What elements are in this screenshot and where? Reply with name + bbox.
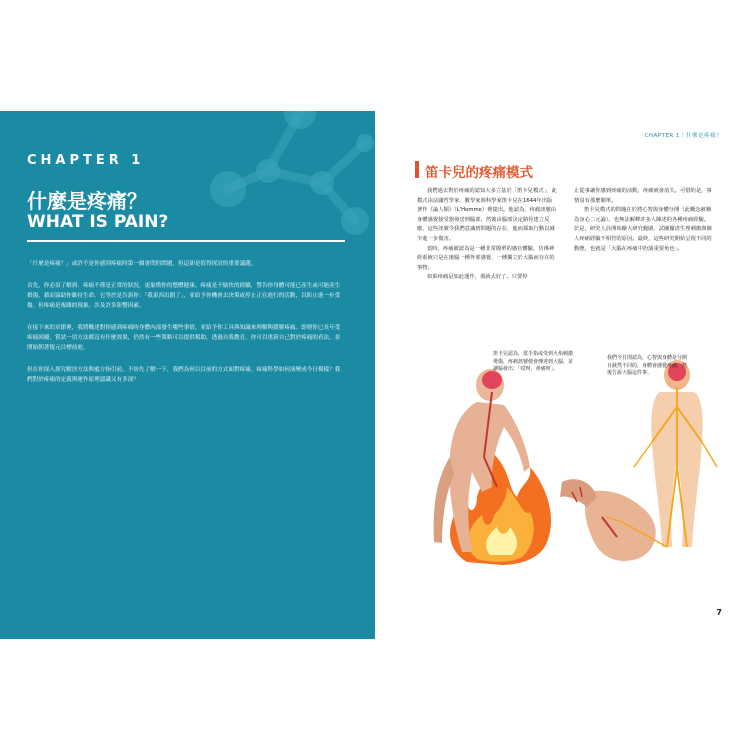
text-column-left	[417, 187, 557, 283]
section-title: 笛卡兒的疼痛模式	[425, 165, 533, 181]
section-accent-bar	[415, 161, 419, 178]
text-column-right	[574, 187, 714, 254]
chapter-title-english: WHAT IS PAIN?	[27, 212, 169, 232]
paragraph: 笛卡兒模式的問題在於將心智與身體分開（此概念被稱為身心二元論），也無法解釋許多人陳述的各種疼痛經驗。於是，研究人員開始擴大研究範圍，試圖釐清生理刺激與個人疼痛經驗不相符的原因。最終，這些研究開始呈現不同的動態，也就是「大腦在疼痛中扮演重要角色」。	[574, 207, 712, 252]
left-body-text	[27, 259, 345, 397]
running-head: CHAPTER 1｜什麼是疼痛？	[644, 133, 722, 139]
pain-illustration	[412, 347, 722, 567]
paragraph: 我們過去對於疼痛的認知大多立基於「笛卡兒模式」，此模式由法國哲學家、數學家與科學家笛卡兒在1644年出版著作《論人類》（L'Homme）裡提出。他認為，疼痛訊號由身體感覺接受器發送到腦部，然後由腦部決定路徑建立反應，這些訊號令我們意識到問題的存在，進而採取行動以減少進一步傷害。	[417, 188, 557, 242]
right-page	[375, 111, 750, 639]
paragraph: 「什麼是疼痛？」或許不是你感到疼痛時第一個會問的問題，但這卻是值得探討的重要議題。	[27, 261, 257, 267]
figure-caption: 我們今日則認為，心智與身體是分開且截然不同的，身體會感覺疼痛，然後告訴大腦這件事。	[607, 355, 688, 376]
title-divider	[27, 240, 345, 242]
paragraph: 首先，你必須了解到：疼痛不僅是正常的狀況，更象徵你的整體健康。疼痛是不愉快的經驗，警告你身體可能已產生或可能產生損傷，藉而協助你維持生命。它等於是告訴你：「我東西出錯了」，並給予你機會去決策或停止正在進行的活動，以防止進一步受傷。但疼痛是複雜的現象，涉及許多影響因素。	[27, 283, 341, 309]
paragraph: 當時，疼痛被認為是一種非常簡單的感官體驗，彷彿神經系統只是在後腦一種外部感覺，一種獨立於大腦而存在的事物。	[417, 245, 555, 271]
paragraph: 在接下來的章節裡，我將概述對你感到疼痛時身體內部發生哪些事情，並給予你工具與知識來理解與緩解疼痛。即便你已長年受疼痛困擾，嘗試一切方法都沒有什麼效果，仍然有一些策略可以提供幫助。透過自我教育，你可以重新自己對於疼痛的看法，並開始朝著復元目標前進。	[27, 325, 341, 351]
injured-foot-icon	[560, 479, 656, 561]
page-number: 7	[716, 608, 722, 617]
chapter-title-chinese: 什麼是疼痛？	[27, 189, 147, 213]
figure-caption: 笛卡兒認為，當手指或受到火焰刺激燙傷，疼痛訊號便會傳達到大腦，並讓腦發出：「哎呀，會痛呀」。	[493, 351, 574, 372]
paragraph: 但在你深入探究解決方法與處方指引前，不妨先了解一下，我們為何以目前的方式面對疼痛。疼痛科學如何演變成今日模樣？我們對於疼痛的定義與運作原理認識又有多深？	[27, 367, 341, 383]
left-page	[0, 111, 375, 639]
chapter-label: CHAPTER 1	[27, 153, 145, 168]
paragraph: 止從事讓你感到疼痛的活動，疼痛就會消失。可惜的是，事情沒有那麼簡單。	[574, 188, 712, 204]
paragraph: 如果疼痛是如此運作，那就太好了。只要停	[427, 274, 528, 281]
